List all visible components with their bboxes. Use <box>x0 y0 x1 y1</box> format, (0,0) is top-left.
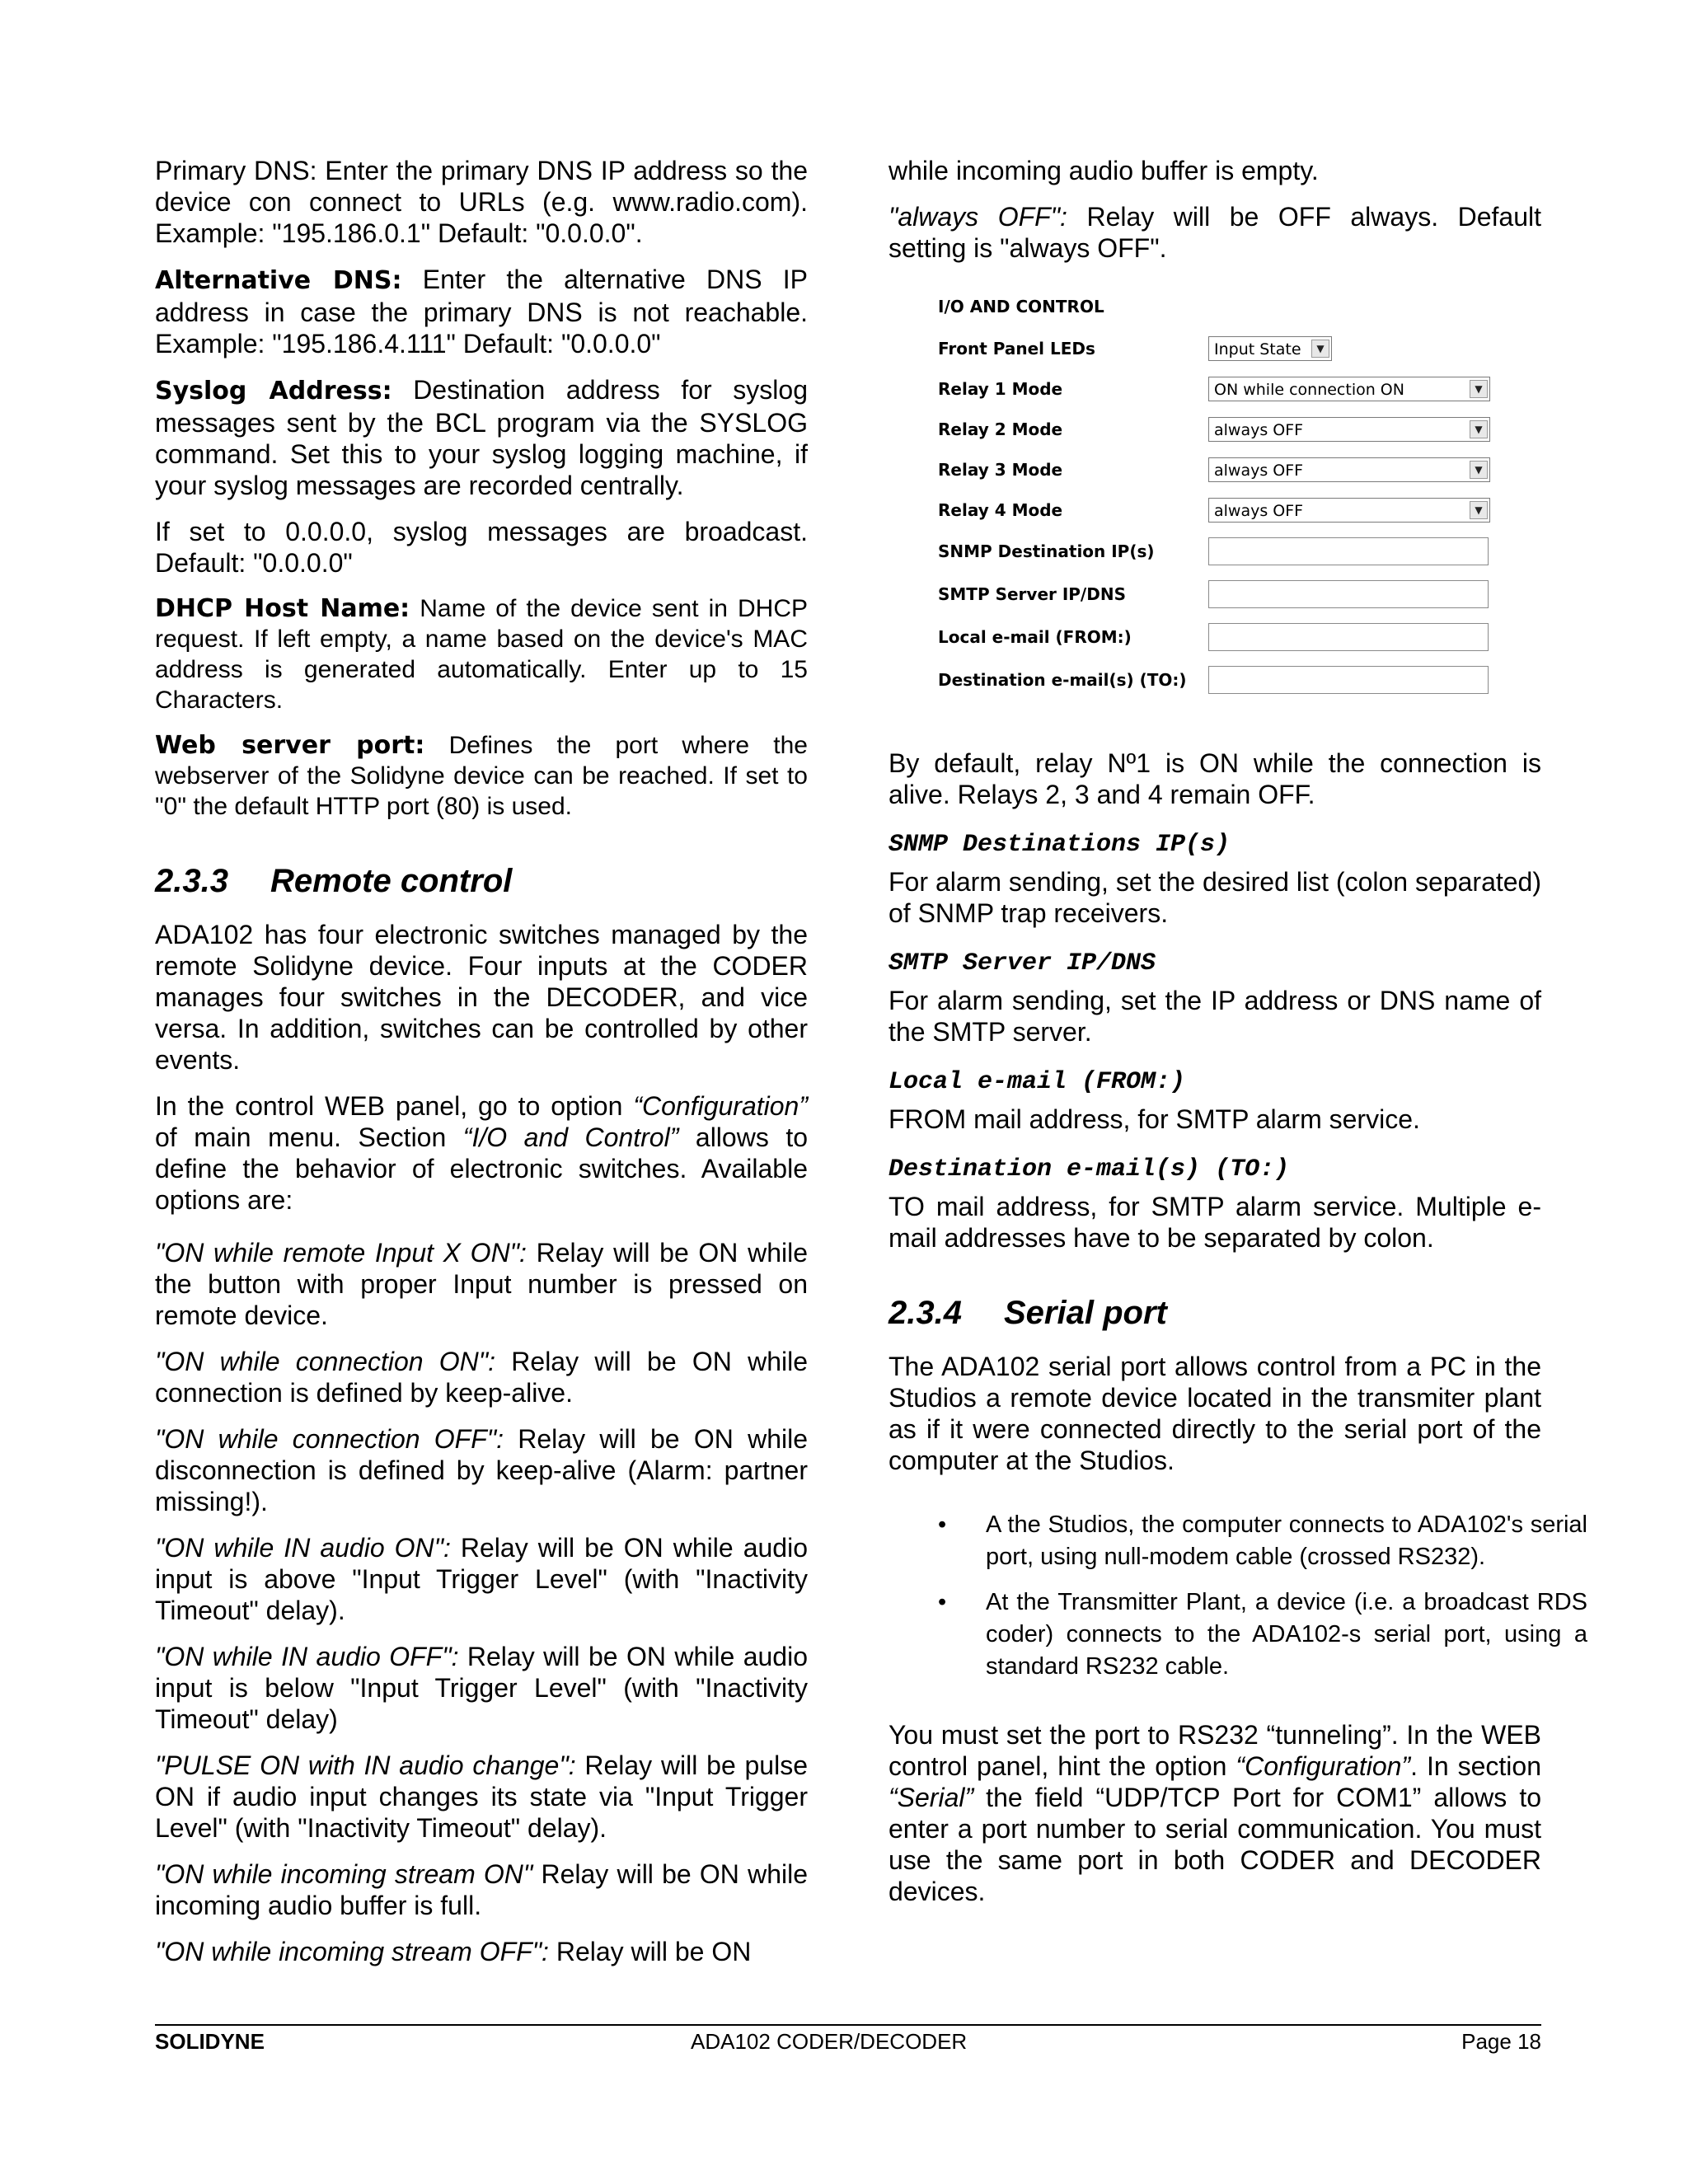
front-panel-leds-select[interactable] <box>1208 336 1332 361</box>
syslog-text: Destination address for syslog messages sent by the BCL program via the SYSLOG command. Set this to your syslog logging machine, if your syslog messages are recorded centrally. <box>155 375 808 500</box>
smtp-heading: SMTP Server IP/DNS <box>889 949 1156 977</box>
footer-divider <box>155 2024 1541 2026</box>
option-paragraph <box>155 1641 808 1735</box>
option-text: Relay will be OFF always. Default setting is "always OFF". <box>889 202 1542 263</box>
option-name: "ON while connection ON": <box>155 1347 496 1376</box>
relay-2-select[interactable] <box>1208 417 1490 442</box>
section-title: Remote control <box>270 863 513 899</box>
relay-2-row <box>938 409 1498 449</box>
option-name: "ON while IN audio ON": <box>155 1533 451 1563</box>
select-value: always OFF <box>1214 461 1304 480</box>
option-paragraph <box>155 1858 808 1921</box>
chevron-down-icon: ▼ <box>1470 420 1488 438</box>
io-control-panel-screenshot <box>938 297 1498 701</box>
local-email-heading: Local e-mail (FROM:) <box>889 1068 1186 1096</box>
option-paragraph <box>155 1750 808 1844</box>
select-value: always OFF <box>1214 420 1304 439</box>
relay-1-row <box>938 368 1498 409</box>
front-panel-leds-row <box>938 328 1498 368</box>
relay-4-row <box>938 490 1498 530</box>
snmp-paragraph: For alarm sending, set the desired list (colon separated) of SNMP trap receivers. <box>889 867 1541 928</box>
default-relay-paragraph: By default, relay Nº1 is ON while the connection is alive. Relays 2, 3 and 4 remain OFF. <box>889 748 1541 809</box>
destination-email-heading: Destination e-mail(s) (TO:) <box>889 1155 1290 1183</box>
primary-dns-paragraph: Primary DNS: Enter the primary DNS IP address so the device con connect to URLs (e.g. www.radio.com). Example: "195.186.0.1" Default: "0.0.0.0". <box>155 156 808 248</box>
config-option: “Configuration” <box>633 1091 808 1121</box>
destination-email-row <box>938 658 1498 701</box>
option-paragraph <box>155 1237 808 1331</box>
io-control-section: “I/O and Control” <box>462 1122 679 1152</box>
option-paragraph <box>155 1936 808 1967</box>
option-name: "ON while incoming stream ON" <box>155 1859 533 1889</box>
option-name: "PULSE ON with IN audio change": <box>155 1750 576 1780</box>
footer-brand: SOLIDYNE <box>155 2029 265 2054</box>
option-text: Relay will be ON while audio input is above "Input Trigger Level" (with "Inactivity Timeout" delay). <box>155 1533 809 1625</box>
text-run: of main menu. Section <box>155 1122 463 1152</box>
snmp-destination-label: SNMP Destination IP(s) <box>938 541 1155 561</box>
right-column <box>889 155 1587 1922</box>
bullet-icon: • <box>938 1589 947 1615</box>
text-run: the field “UDP/TCP Port for COM1” allows to enter a port number to serial communication. You must use the same port in both CODER and DECODER devices. <box>889 1783 1541 1906</box>
option-paragraph <box>155 1346 808 1408</box>
option-name: "ON while IN audio OFF": <box>155 1642 459 1671</box>
option-text: Relay will be ON <box>548 1937 752 1966</box>
snmp-destination-input[interactable] <box>1208 537 1489 565</box>
smtp-server-row <box>938 573 1498 616</box>
chevron-down-icon: ▼ <box>1311 340 1329 358</box>
bullet-text: A the Studios, the computer connects to ADA102's serial port, using null-modem cable (crossed RS232). <box>986 1511 1587 1570</box>
list-item <box>938 1586 1587 1683</box>
relay-3-select[interactable] <box>1208 457 1490 482</box>
syslog-label: Syslog Address: <box>155 377 392 405</box>
footer-page-number: Page 18 <box>1461 2029 1541 2054</box>
local-email-paragraph: FROM mail address, for SMTP alarm service. <box>889 1104 1420 1134</box>
text-run: allows to define the behavior of electronic switches. Available options are: <box>155 1122 809 1215</box>
web-server-paragraph <box>155 730 808 822</box>
alternative-dns-text: Enter the alternative DNS IP address in case the primary DNS is not reachable. Example: "195.186.4.111" Default: "0.0.0.0" <box>155 265 808 359</box>
destination-email-paragraph: TO mail address, for SMTP alarm service. Multiple e-mail addresses have to be separated by colon. <box>889 1192 1541 1253</box>
destination-email-label: Destination e-mail(s) (TO:) <box>938 670 1187 690</box>
dhcp-text: Name of the device sent in DHCP request. If left empty, a name based on the device's MAC address is generated automatically. Enter up to 15 Characters. <box>155 595 808 714</box>
option-text: Relay will be ON while connection is defined by keep-alive. <box>155 1347 809 1408</box>
option-name: "ON while remote Input X ON": <box>155 1238 527 1268</box>
relay-3-label: Relay 3 Mode <box>938 459 1063 480</box>
smtp-server-label: SMTP Server IP/DNS <box>938 584 1126 604</box>
panel-title: I/O AND CONTROL <box>938 297 1104 316</box>
footer-title: ADA102 CODER/DECODER <box>691 2029 968 2054</box>
relay-2-label: Relay 2 Mode <box>938 419 1063 439</box>
option-text: Relay will be pulse ON if audio input changes its state via "Input Trigger Level" (with "Inactivity Timeout" delay). <box>155 1750 809 1843</box>
web-server-label: Web server port: <box>155 731 425 760</box>
alternative-dns-paragraph <box>155 264 808 359</box>
section-title: Serial port <box>1004 1295 1167 1331</box>
option-name: "ON while incoming stream OFF": <box>155 1937 549 1966</box>
relay-1-select[interactable] <box>1208 377 1490 401</box>
relay-1-label: Relay 1 Mode <box>938 378 1063 399</box>
select-value: ON while connection ON <box>1214 380 1404 399</box>
serial-bullet-list <box>938 1509 1587 1683</box>
relay-3-row <box>938 449 1498 490</box>
chevron-down-icon: ▼ <box>1470 380 1488 398</box>
relay-4-label: Relay 4 Mode <box>938 499 1063 520</box>
option-text: Relay will be ON while disconnection is defined by keep-alive (Alarm: partner missing!). <box>155 1424 809 1516</box>
alternative-dns-label: Alternative DNS: <box>155 266 402 295</box>
dhcp-label: DHCP Host Name: <box>155 594 410 623</box>
option-paragraph <box>155 1423 808 1517</box>
text-run: You must set the port to RS232 “tunneling”. In the WEB control panel, hint the option <box>889 1720 1541 1781</box>
list-item <box>938 1509 1587 1573</box>
text-run: . In section <box>1410 1751 1542 1781</box>
section-heading-serial-port <box>889 1293 1541 1333</box>
section-number: 2.3.4 <box>889 1295 962 1331</box>
text-run: In the control WEB panel, go to option <box>155 1091 634 1121</box>
chevron-down-icon: ▼ <box>1470 501 1488 519</box>
front-panel-leds-label: Front Panel LEDs <box>938 338 1095 359</box>
snmp-heading: SNMP Destinations IP(s) <box>889 831 1231 859</box>
option-name: "ON while connection OFF": <box>155 1424 504 1454</box>
select-value: always OFF <box>1214 501 1304 520</box>
option-paragraph <box>155 1532 808 1626</box>
left-column <box>155 155 808 1982</box>
web-server-text: Defines the port where the webserver of the Solidyne device can be reached. If set to "0" the default HTTP port (80) is used. <box>155 732 808 820</box>
tunneling-paragraph <box>889 1719 1541 1907</box>
local-email-row <box>938 616 1498 658</box>
option-name: "always OFF": <box>889 202 1067 232</box>
select-value: Input State <box>1214 340 1301 359</box>
section-heading-remote-control <box>155 861 808 901</box>
always-off-paragraph <box>889 201 1541 264</box>
option-text: Relay will be ON while incoming audio buffer is full. <box>155 1859 809 1920</box>
option-text: Relay will be ON while audio input is below "Input Trigger Level" (with "Inactivity Timeout" delay) <box>155 1642 809 1734</box>
continuation-paragraph: while incoming audio buffer is empty. <box>889 156 1319 185</box>
remote-control-config <box>155 1090 808 1216</box>
config-option: “Configuration” <box>1236 1751 1411 1781</box>
section-number: 2.3.3 <box>155 863 228 899</box>
option-text: Relay will be ON while the button with proper Input number is pressed on remote device. <box>155 1238 809 1330</box>
local-email-input[interactable] <box>1208 623 1489 651</box>
syslog-broadcast-paragraph: If set to 0.0.0.0, syslog messages are broadcast. Default: "0.0.0.0" <box>155 517 808 578</box>
relay-4-select[interactable] <box>1208 498 1490 523</box>
local-email-label: Local e-mail (FROM:) <box>938 627 1132 647</box>
remote-control-intro: ADA102 has four electronic switches managed by the remote Solidyne device. Four inputs at the CODER manages four switches in the DECODER, and vice versa. In addition, switches can be controlled by other events. <box>155 920 808 1075</box>
serial-section: “Serial” <box>889 1783 974 1812</box>
bullet-icon: • <box>938 1511 947 1538</box>
serial-intro: The ADA102 serial port allows control from a PC in the Studios a remote device located in the transmiter plant as if it were connected directly to the serial port of the computer at the Studios. <box>889 1352 1541 1475</box>
smtp-server-input[interactable] <box>1208 580 1489 608</box>
dhcp-paragraph <box>155 593 808 715</box>
chevron-down-icon: ▼ <box>1470 461 1488 479</box>
destination-email-input[interactable] <box>1208 666 1489 694</box>
smtp-paragraph: For alarm sending, set the IP address or DNS name of the SMTP server. <box>889 986 1541 1047</box>
snmp-destination-row <box>938 530 1498 573</box>
bullet-text: At the Transmitter Plant, a device (i.e. a broadcast RDS coder) connects to the ADA102-s serial port, using a standard RS232 cable. <box>986 1589 1587 1680</box>
syslog-paragraph <box>155 374 808 501</box>
